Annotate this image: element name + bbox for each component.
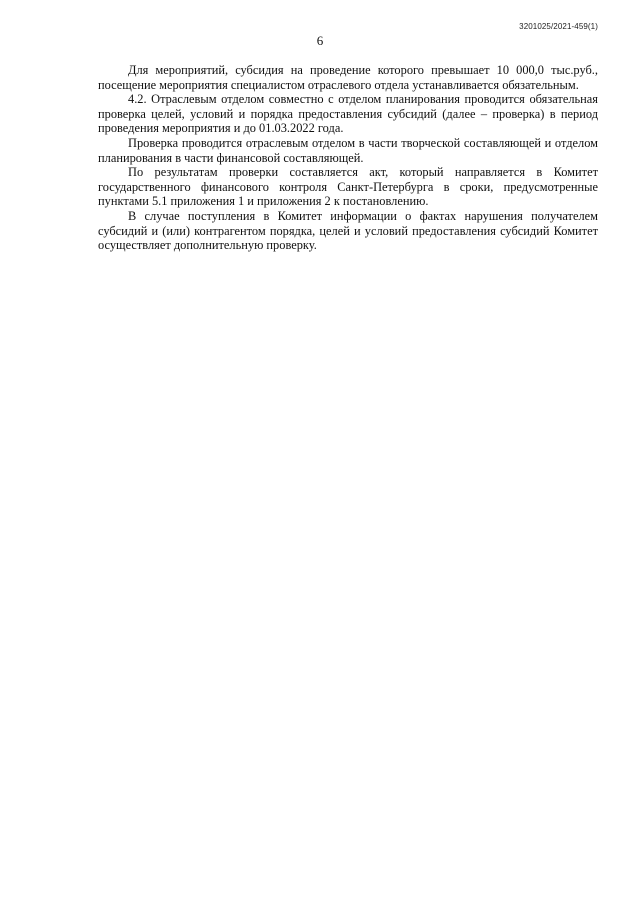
paragraph-check-act: По результатам проверки составляется акт, который направляется в Комитет государственного финансового контроля Санкт-Петербурга в сроки, предусмотренные пунктами 5.1 приложения 1 и приложения 2 к постановлению. (98, 165, 598, 209)
document-body (98, 63, 598, 253)
paragraph-check-departments: Проверка проводится отраслевым отделом в части творческой составляющей и отделом планирования в части финансовой составляющей. (98, 135, 598, 165)
document-registration-number: 3201025/2021-459(1) (519, 22, 598, 31)
paragraph-additional-check: В случае поступления в Комитет информации о фактах нарушения получателем субсидий и (или) контрагентом порядка, целей и условий предоставления субсидий Комитет осуществляет дополнительную проверку. (98, 208, 598, 253)
paragraph-4-2-mandatory-check: 4.2. Отраслевым отделом совместно с отделом планирования проводится обязательная проверка целей, условий и порядка предоставления субсидий (далее – проверка) в период проведения мероприятия и до 01.03.2022 года. (98, 92, 598, 136)
page-number: 6 (316, 33, 324, 48)
paragraph-event-visit: Для мероприятий, субсидия на проведение которого превышает 10 000,0 тыс.руб., посещение мероприятия специалистом отраслевого отдела устанавливается обязательным. (98, 63, 598, 92)
